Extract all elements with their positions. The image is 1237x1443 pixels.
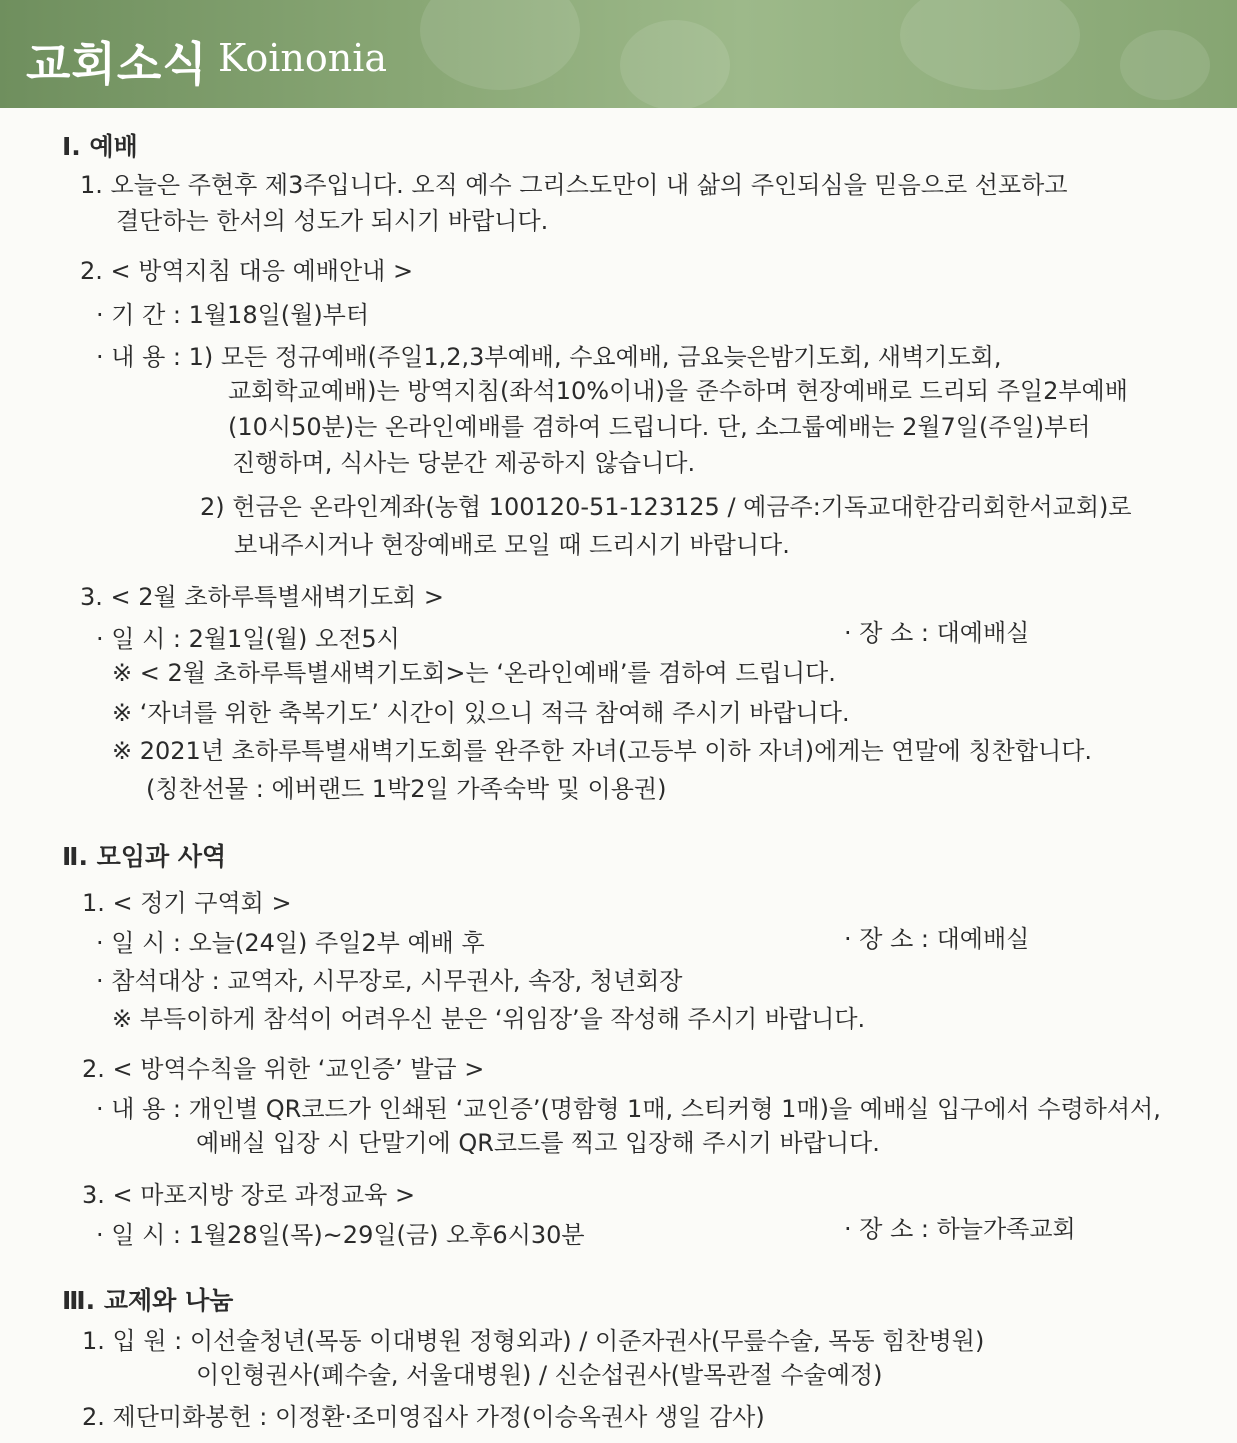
- detail-line: 보내주시거나 현장예배로 모일 때 드리시기 바랍니다.: [234, 531, 790, 559]
- place-line: · 장 소 : 하늘가족교회: [844, 1215, 1076, 1243]
- paragraph-line: 1. 오늘은 주현후 제3주입니다. 오직 예수 그리스도만이 내 삶의 주인되심을 믿음으로 선포하고: [80, 171, 1068, 199]
- detail-line: 2) 헌금은 온라인계좌(농협 100120-51-123125 / 예금주:기독교대한감리회한서교회)로: [200, 493, 1132, 521]
- note-line: (칭찬선물 : 에버랜드 1박2일 가족숙박 및 이용권): [146, 775, 667, 803]
- item-title: 2. < 방역수칙을 위한 ‘교인증’ 발급 >: [82, 1055, 485, 1083]
- section-heading: Ⅰ. 예배: [62, 132, 138, 161]
- note-line: ※ 부득이하게 참석이 어려우신 분은 ‘위임장’을 작성해 주시기 바랍니다.: [112, 1005, 866, 1033]
- note-line: ※ ‘자녀를 위한 축복기도’ 시간이 있으니 적극 참여해 주시기 바랍니다.: [112, 699, 850, 727]
- header-banner: [0, 0, 1237, 108]
- page-title: 교회소식: [26, 37, 208, 91]
- item-title: 3. < 2월 초하루특별새벽기도회 >: [80, 583, 444, 611]
- detail-line: 예배실 입장 시 단말기에 QR코드를 찍고 입장해 주시기 바랍니다.: [196, 1129, 880, 1157]
- detail-line: · 일 시 : 오늘(24일) 주일2부 예배 후: [96, 929, 485, 957]
- detail-line: · 내 용 : 1) 모든 정규예배(주일1,2,3부예배, 수요예배, 금요늦은밤기도회, 새벽기도회,: [96, 343, 1002, 371]
- paragraph-line: 이인형권사(폐수술, 서울대병원) / 신순섭권사(발목관절 수술예정): [196, 1361, 883, 1389]
- detail-line: · 내 용 : 개인별 QR코드가 인쇄된 ‘교인증’(명함형 1매, 스티커형 1매)을 예배실 입구에서 수령하셔서,: [96, 1095, 1161, 1123]
- paragraph-line: 결단하는 한서의 성도가 되시기 바랍니다.: [116, 207, 549, 235]
- detail-line: · 기 간 : 1월18일(월)부터: [96, 301, 370, 329]
- place-line: · 장 소 : 대예배실: [844, 619, 1030, 647]
- detail-line: (10시50분)는 온라인예배를 겸하여 드립니다. 단, 소그룹예배는 2월7일(주일)부터: [228, 413, 1091, 441]
- paragraph-line: 1. 입 원 : 이선술청년(목동 이대병원 정형외과) / 이준자권사(무릎수술, 목동 힘찬병원): [82, 1327, 985, 1355]
- section-heading: Ⅱ. 모임과 사역: [62, 842, 227, 871]
- detail-line: · 일 시 : 2월1일(월) 오전5시: [96, 625, 400, 653]
- note-line: ※ 2021년 초하루특별새벽기도회를 완주한 자녀(고등부 이하 자녀)에게는 연말에 칭찬합니다.: [112, 737, 1093, 765]
- detail-line: 교회학교예배)는 방역지침(좌석10%이내)을 준수하며 현장예배로 드리되 주일2부예배: [228, 377, 1128, 405]
- note-line: ※ < 2월 초하루특별새벽기도회>는 ‘온라인예배’를 겸하여 드립니다.: [112, 659, 836, 687]
- item-title: 1. < 정기 구역회 >: [82, 889, 292, 917]
- detail-line: · 일 시 : 1월28일(목)~29일(금) 오후6시30분: [96, 1221, 585, 1249]
- item-title: 2. < 방역지침 대응 예배안내 >: [80, 257, 414, 285]
- place-line: · 장 소 : 대예배실: [844, 925, 1030, 953]
- detail-line: 진행하며, 식사는 당분간 제공하지 않습니다.: [232, 449, 696, 477]
- item-title: 3. < 마포지방 장로 과정교육 >: [82, 1181, 416, 1209]
- page-subtitle: Koinonia: [218, 36, 388, 80]
- paragraph-line: 2. 제단미화봉헌 : 이정환·조미영집사 가정(이승옥권사 생일 감사): [82, 1403, 765, 1431]
- section-heading: Ⅲ. 교제와 나눔: [62, 1286, 234, 1315]
- detail-line: · 참석대상 : 교역자, 시무장로, 시무권사, 속장, 청년회장: [96, 967, 683, 995]
